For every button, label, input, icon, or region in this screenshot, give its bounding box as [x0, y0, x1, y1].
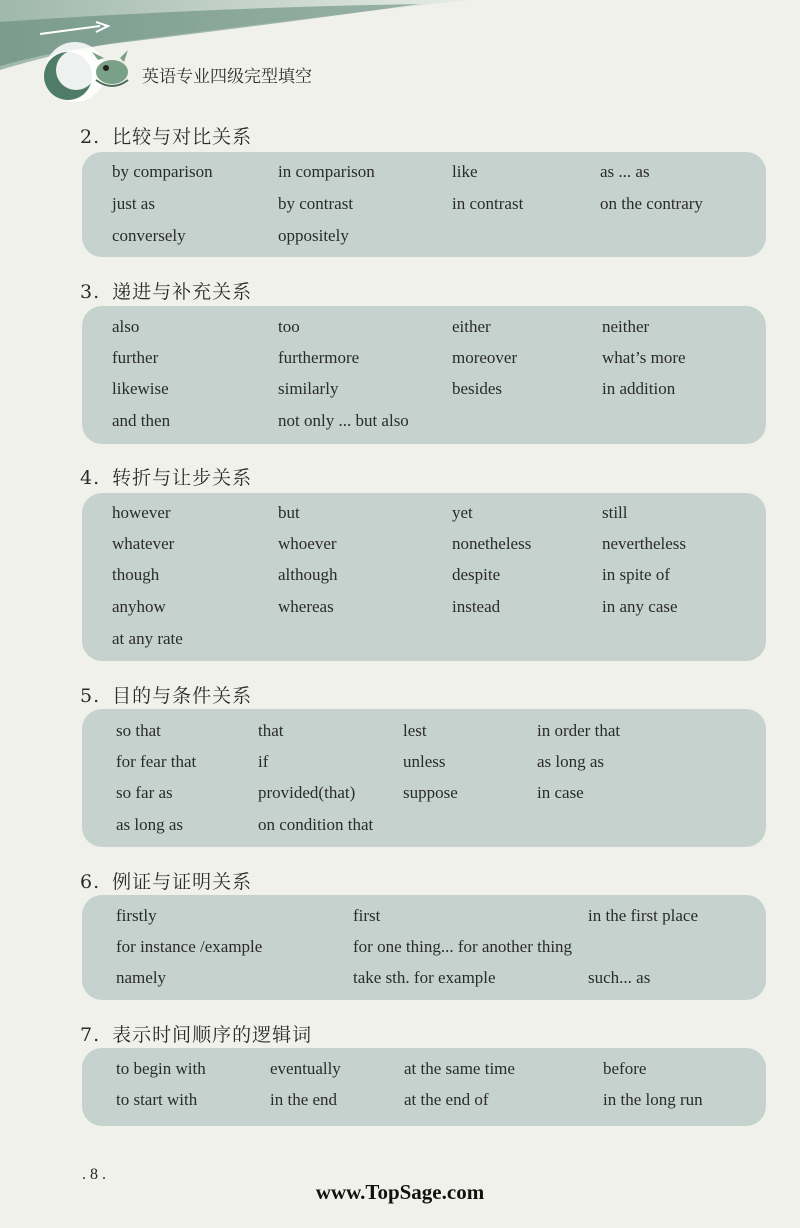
term: oppositely: [278, 226, 349, 245]
term: whoever: [278, 534, 337, 553]
term: at any rate: [112, 629, 183, 648]
book-title: 英语专业四级完型填空: [142, 67, 312, 87]
term: in the end: [270, 1090, 338, 1109]
term: if: [258, 752, 269, 771]
term: in spite of: [602, 565, 670, 584]
term: lest: [403, 721, 427, 740]
term: neither: [602, 317, 650, 336]
term: like: [452, 162, 478, 181]
section-heading-7: [80, 1020, 312, 1047]
term: to begin with: [116, 1059, 206, 1078]
term: still: [602, 503, 628, 522]
term: conversely: [112, 226, 186, 245]
term: for one thing... for another thing: [353, 937, 573, 956]
term: as ... as: [600, 162, 650, 181]
term: at the end of: [404, 1090, 489, 1109]
term: similarly: [278, 379, 339, 398]
term: take sth. for example: [353, 968, 496, 987]
term: so far as: [116, 783, 173, 802]
term: in contrast: [452, 194, 524, 213]
term: either: [452, 317, 491, 336]
section-number: 5.: [80, 685, 101, 707]
term: whereas: [278, 597, 334, 616]
term: nevertheless: [602, 534, 687, 553]
term: moreover: [452, 348, 518, 367]
term: unless: [403, 752, 446, 771]
section-number: 2.: [80, 126, 101, 148]
section-heading-3: [80, 277, 252, 304]
section-heading-5: [80, 681, 252, 708]
term: anyhow: [112, 597, 166, 616]
term: what’s more: [602, 348, 686, 367]
term: in addition: [602, 379, 676, 398]
term: too: [278, 317, 300, 336]
term: also: [112, 317, 140, 336]
section-box-6: [82, 895, 766, 1000]
term: by comparison: [112, 162, 213, 181]
term: on condition that: [258, 815, 374, 834]
section-title: 比较与对比关系: [112, 126, 253, 148]
term: eventually: [270, 1059, 341, 1078]
term: at the same time: [404, 1059, 515, 1078]
term: in the long run: [603, 1090, 703, 1109]
term: though: [112, 565, 160, 584]
term: suppose: [403, 783, 458, 802]
term: in the first place: [588, 906, 698, 925]
term: before: [603, 1059, 647, 1078]
term: such... as: [588, 968, 651, 987]
term: provided(that): [258, 783, 356, 802]
section-title: 表示时间顺序的逻辑词: [112, 1024, 313, 1046]
term: nonetheless: [452, 534, 532, 553]
term: not only ... but also: [278, 411, 409, 430]
section-number: 3.: [80, 281, 101, 303]
section-box-4: [82, 493, 766, 661]
term: by contrast: [278, 194, 354, 213]
section-title: 例证与证明关系: [112, 871, 253, 893]
page-number: . 8 .: [82, 1166, 106, 1183]
term: and then: [112, 411, 171, 430]
term: that: [258, 721, 284, 740]
term: although: [278, 565, 338, 584]
section-number: 7.: [80, 1024, 101, 1046]
section-box-7: [82, 1048, 766, 1126]
term: as long as: [116, 815, 184, 834]
term: in order that: [537, 721, 621, 740]
header-banner: [0, 0, 800, 110]
section-title: 转折与让步关系: [112, 467, 253, 489]
footer-url: www.TopSage.com: [315, 1180, 485, 1204]
term: likewise: [112, 379, 169, 398]
term: just as: [112, 194, 155, 213]
term: namely: [116, 968, 167, 987]
section-heading-6: [80, 867, 252, 894]
term: yet: [452, 503, 473, 522]
term: however: [112, 503, 171, 522]
term: as long as: [537, 752, 605, 771]
term: in case: [537, 783, 584, 802]
term: in any case: [602, 597, 678, 616]
term: but: [278, 503, 300, 522]
term: instead: [452, 597, 501, 616]
term: whatever: [112, 534, 175, 553]
section-heading-4: [80, 463, 252, 490]
section-box-3: [82, 306, 766, 444]
section-number: 4.: [80, 467, 101, 489]
term: to start with: [116, 1090, 198, 1109]
term: for instance /example: [116, 937, 263, 956]
term: furthermore: [278, 348, 360, 367]
term: on the contrary: [600, 194, 703, 213]
mascot-icon: [92, 50, 128, 86]
section-number: 6.: [80, 871, 101, 893]
term: in comparison: [278, 162, 375, 181]
section-title: 递进与补充关系: [112, 281, 253, 303]
term: so that: [116, 721, 161, 740]
term: firstly: [116, 906, 157, 925]
term: first: [353, 906, 381, 925]
section-box-2: [82, 152, 766, 257]
section-box-5: [82, 709, 766, 847]
term: further: [112, 348, 159, 367]
section-title: 目的与条件关系: [112, 685, 253, 707]
term: for fear that: [116, 752, 197, 771]
term: besides: [452, 379, 503, 398]
section-heading-2: [80, 122, 252, 149]
term: despite: [452, 565, 501, 584]
